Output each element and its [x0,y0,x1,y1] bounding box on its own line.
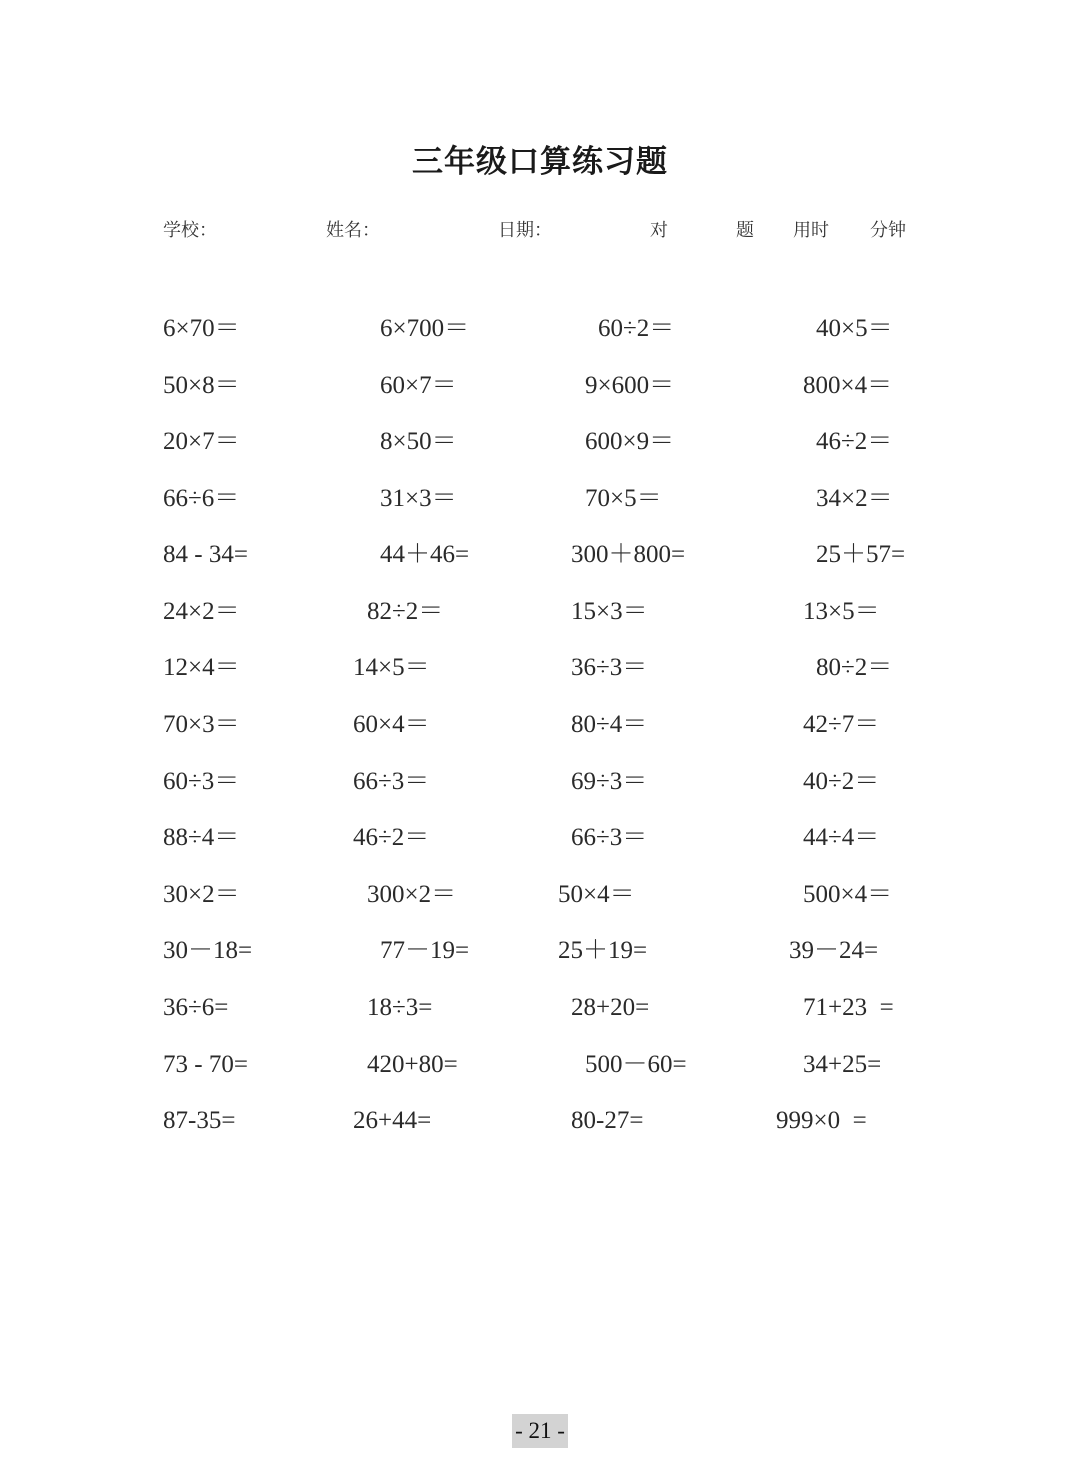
problem-r12-c2: 77－19= [380,937,470,964]
problem-r10-c3: 66÷3＝ [571,824,648,851]
problem-r6-c4: 13×5＝ [803,598,880,625]
worksheet-title: 三年级口算练习题 [412,144,668,180]
problem-r8-c2: 60×4＝ [353,711,430,738]
problem-r3-c2: 8×50＝ [380,428,457,455]
problem-r5-c3: 300＋800= [571,541,686,568]
problem-r3-c4: 46÷2＝ [816,428,893,455]
problem-r11-c4: 500×4＝ [803,881,893,908]
problem-r1-c4: 40×5＝ [816,315,893,342]
problem-r14-c3: 500－60= [585,1051,687,1078]
problem-r9-c3: 69÷3＝ [571,768,648,795]
problem-r14-c1: 73 - 70= [163,1051,248,1078]
problem-r12-c4: 39－24= [789,937,879,964]
problem-r9-c2: 66÷3＝ [353,768,430,795]
problem-r7-c3: 36÷3＝ [571,654,648,681]
problem-r2-c2: 60×7＝ [380,372,457,399]
time-used-label: 用时 [793,220,829,241]
problem-r8-c1: 70×3＝ [163,711,240,738]
problem-r9-c1: 60÷3＝ [163,768,240,795]
problem-r4-c4: 34×2＝ [816,485,893,512]
correct-label: 对 [650,220,668,241]
problem-r3-c1: 20×7＝ [163,428,240,455]
problem-r15-c1: 87-35= [163,1107,236,1134]
problem-r7-c1: 12×4＝ [163,654,240,681]
problem-r11-c3: 50×4＝ [558,881,635,908]
problem-r7-c2: 14×5＝ [353,654,430,681]
problem-r13-c1: 36÷6= [163,994,229,1021]
problem-r13-c2: 18÷3= [367,994,433,1021]
date-label: 日期： [498,220,552,241]
problem-r4-c3: 70×5＝ [585,485,662,512]
problem-r1-c3: 60÷2＝ [598,315,675,342]
problem-r14-c4: 34+25= [803,1051,882,1078]
problem-r9-c4: 40÷2＝ [803,768,880,795]
problem-r6-c1: 24×2＝ [163,598,240,625]
problem-r6-c2: 82÷2＝ [367,598,444,625]
problem-r5-c2: 44＋46= [380,541,470,568]
problem-r3-c3: 600×9＝ [585,428,675,455]
problem-r8-c3: 80÷4＝ [571,711,648,738]
problem-r6-c3: 15×3＝ [571,598,648,625]
problem-r15-c4: 999×0 = [776,1107,867,1134]
problem-r10-c2: 46÷2＝ [353,824,430,851]
name-label: 姓名： [326,220,380,241]
problem-r13-c4: 71+23 = [803,994,894,1021]
problem-r1-c1: 6×70＝ [163,315,240,342]
questions-label: 题 [736,220,754,241]
problem-r10-c4: 44÷4＝ [803,824,880,851]
problem-r11-c2: 300×2＝ [367,881,457,908]
problem-r5-c1: 84 - 34= [163,541,248,568]
problem-r14-c2: 420+80= [367,1051,458,1078]
problem-r2-c4: 800×4＝ [803,372,893,399]
problem-r15-c2: 26+44= [353,1107,432,1134]
school-label: 学校： [163,220,217,241]
problem-r7-c4: 80÷2＝ [816,654,893,681]
problem-r2-c3: 9×600＝ [585,372,675,399]
problem-r13-c3: 28+20= [571,994,650,1021]
problem-r15-c3: 80-27= [571,1107,644,1134]
problem-r12-c3: 25＋19= [558,937,648,964]
problem-r5-c4: 25＋57= [816,541,906,568]
problem-r11-c1: 30×2＝ [163,881,240,908]
problem-r1-c2: 6×700＝ [380,315,470,342]
problem-r4-c1: 66÷6＝ [163,485,240,512]
page-number: - 21 - [512,1414,568,1448]
problem-r2-c1: 50×8＝ [163,372,240,399]
problem-r4-c2: 31×3＝ [380,485,457,512]
problem-r12-c1: 30－18= [163,937,253,964]
problem-r10-c1: 88÷4＝ [163,824,240,851]
minutes-label: 分钟 [870,220,906,241]
problem-r8-c4: 42÷7＝ [803,711,880,738]
